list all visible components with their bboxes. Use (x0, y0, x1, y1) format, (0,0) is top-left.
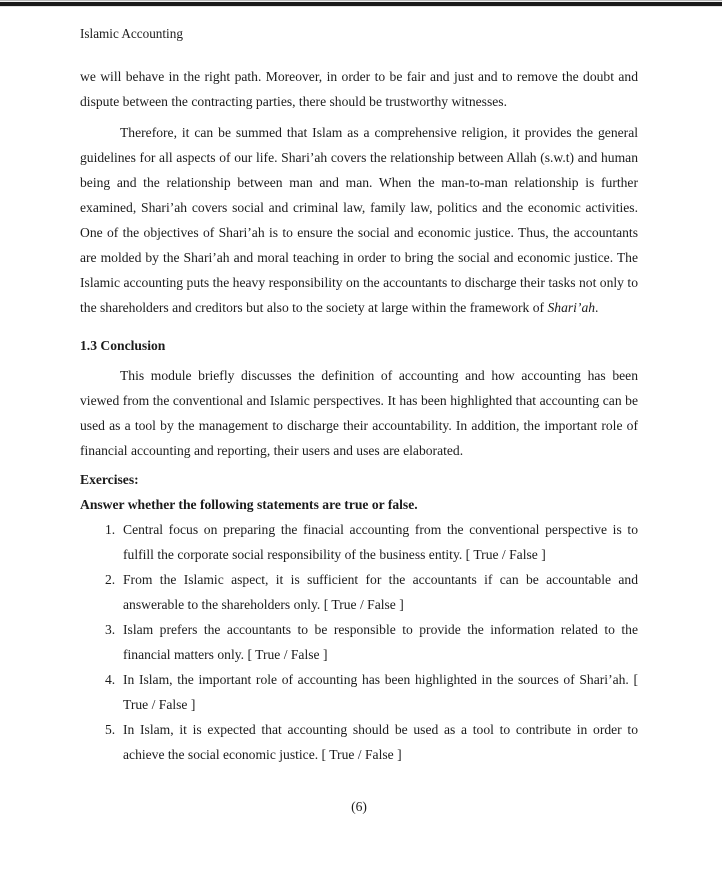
exercise-text: In Islam, the important role of accounting has been highlighted in the sources of Shari’ah. [ True / False ] (123, 672, 638, 712)
exercise-item (80, 517, 638, 567)
exercise-number: 1. (105, 522, 116, 537)
exercise-number: 3. (105, 622, 116, 637)
exercise-item (80, 567, 638, 617)
conclusion-heading: 1.3 Conclusion (80, 338, 166, 353)
paragraph-text: Therefore, it can be summed that Islam as a comprehensive religion, it provides the general guidelines for all aspects of our life. Shari’ah covers the relationship between Allah (s.w.t) and human being and the relationship between man and man. When the man-to-man relationship is further examined, Shari’ah covers social and criminal law, family law, politics and the economic activities. One of the objectives of Shari’ah is to ensure the social and economic justice. Thus, the accountants are molded by the Shari’ah and moral teaching in order to bring the social and economic justice. The Islamic accounting puts the heavy responsibility on the accountants to discharge their tasks not only to the shareholders and creditors but also to the society at large within the framework of (80, 125, 638, 315)
exercise-item (80, 617, 638, 667)
document-page (0, 8, 722, 819)
exercise-item (80, 717, 638, 767)
exercise-text: From the Islamic aspect, it is sufficient for the accountants if can be accountable and answerable to the shareholders only. [ True / False ] (123, 572, 638, 612)
exercise-item (80, 667, 638, 717)
conclusion-paragraph: This module briefly discusses the definition of accounting and how accounting has been viewed from the conventional and Islamic perspectives. It has been highlighted that accounting can be used as a tool by the management to discharge their accountability. In addition, the important role of financial accounting and reporting, their users and uses are elaborated. (80, 368, 638, 458)
italic-term-shariah: Shari’ah (547, 300, 596, 315)
exercise-text: Central focus on preparing the finacial accounting from the conventional perspective is to fulfill the corporate social responsibility of the business entity. [ True / False ] (123, 522, 638, 562)
body-paragraph-shariah (80, 120, 638, 320)
exercise-number: 4. (105, 672, 116, 687)
exercise-number: 2. (105, 572, 116, 587)
exercises-instruction: Answer whether the following statements are true or false. (80, 497, 418, 512)
exercise-text: Islam prefers the accountants to be responsible to provide the information related to the financial matters only. [ True / False ] (123, 622, 638, 662)
exercise-text: In Islam, it is expected that accounting should be used as a tool to contribute in order to achieve the social economic justice. [ True / False ] (123, 722, 638, 762)
running-header: Islamic Accounting (80, 26, 183, 41)
page-top-border (0, 0, 722, 8)
exercise-number: 5. (105, 722, 116, 737)
exercises-heading: Exercises: (80, 472, 139, 487)
body-paragraph-continuation: we will behave in the right path. Moreover, in order to be fair and just and to remove the doubt and dispute between the contracting parties, there should be trustworthy witnesses. (80, 69, 638, 109)
paragraph-period: . (595, 300, 599, 315)
page-number: (6) (351, 799, 367, 814)
exercise-list (80, 517, 638, 767)
